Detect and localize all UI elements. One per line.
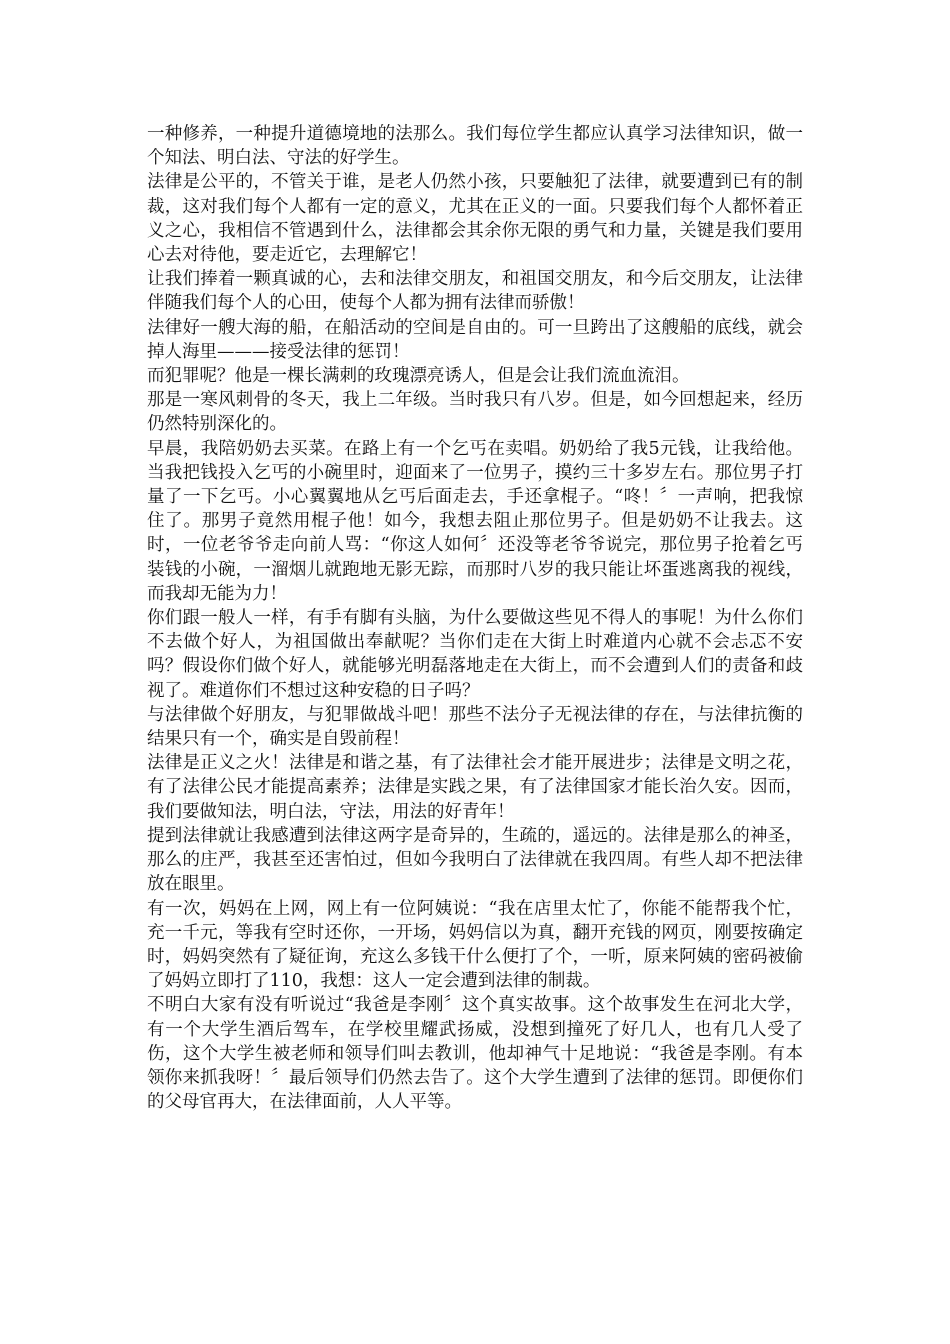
document-body [147, 122, 803, 1114]
paragraph: 不明白大家有没有听说过“我爸是李刚〞这个真实故事。这个故事发生在河北大学，有一个大学生酒后驾车，在学校里耀武扬威，没想到撞死了好几人，也有几人受了伤，这个大学生被老师和领导们叫去教训，他却神气十足地说：“我爸是李刚。有本领你来抓我呀！〞最后领导们仍然去告了。这个大学生遭到了法律的惩罚。即便你们的父母官再大，在法律面前，人人平等。 [147, 995, 803, 1113]
paragraph: 法律是正义之火！法律是和谐之基，有了法律社会才能开展进步；法律是文明之花，有了法律公民才能提高素养；法律是实践之果，有了法律国家才能长治久安。因而，我们要做知法，明白法，守法，用法的好青年！ [147, 753, 803, 822]
paragraph: 法律好一艘大海的船，在船活动的空间是自由的。可一旦跨出了这艘船的底线，就会掉人海里———接受法律的惩罚！ [147, 317, 803, 362]
paragraph: 而犯罪呢？他是一棵长满刺的玫瑰漂亮诱人，但是会让我们流血流泪。 [147, 366, 690, 387]
paragraph: 提到法律就让我感遭到法律这两字是奇异的，生疏的，遥远的。法律是那么的神圣，那么的庄严，我甚至还害怕过，但如今我明白了法律就在我四周。有些人却不把法律放在眼里。 [147, 825, 803, 895]
paragraph: 与法律做个好朋友，与犯罪做战斗吧！那些不法分子无视法律的存在，与法律抗衡的结果只有一个，确实是自毁前程！ [147, 704, 803, 750]
paragraph: 有一次，妈妈在上网，网上有一位阿姨说：“我在店里太忙了，你能不能帮我个忙，充一千元，等我有空时还你，一开场，妈妈信以为真，翻开充钱的网页，刚要按确定时，妈妈突然有了疑征询，充这么多钱干什么便打了个，一听，原来阿姨的密码被偷了妈妈立即打了110，我想：这人一定会遭到法律的制裁。 [147, 898, 803, 992]
paragraph: 法律是公平的，不管关于谁，是老人仍然小孩，只要触犯了法律，就要遭到已有的制裁，这对我们每个人都有一定的意义，尤其在正义的一面。只要我们每个人都怀着正义之心，我相信不管遇到什么，法律都会其余你无限的勇气和力量，关键是我们要用心去对待他，要走近它，去理解它！ [147, 172, 803, 266]
paragraph: 你们跟一般人一样，有手有脚有头脑，为什么要做这些见不得人的事呢！为什么你们不去做个好人，为祖国做出奉献呢？当你们走在大街上时难道内心就不会忐忑不安吗？假设你们做个好人，就能够光明磊落地走在大街上，而不会遭到人们的责备和歧视了。难道你们不想过这种安稳的日子吗？ [147, 608, 803, 701]
paragraph: 一种修养，一种提升道德境地的法那么。我们每位学生都应认真学习法律知识，做一个知法、明白法、守法的好学生。 [147, 124, 803, 169]
paragraph: 那是一寒风刺骨的冬天，我上二年级。当时我只有八岁。但是，如今回想起来，经历仍然特别深化的。 [147, 390, 803, 435]
paragraph: 早晨，我陪奶奶去买菜。在路上有一个乞丐在卖唱。奶奶给了我5元钱，让我给他。当我把钱投入乞丐的小碗里时，迎面来了一位男子，摸约三十多岁左右。那位男子打量了一下乞丐。小心翼翼地从乞丐后面走去，手还拿棍子。“咚！〞一声响，把我惊住了。那男子竟然用棍子他！如今，我想去阻止那位男子。但是奶奶不让我去。这时，一位老爷爷走向前人骂：“你这人如何〞还没等老爷爷说完，那位男子抢着乞丐装钱的小碗，一溜烟儿就跑地无影无踪，而那时八岁的我只能让坏蛋逃离我的视线，而我却无能为力！ [147, 438, 803, 604]
paragraph: 让我们捧着一颗真诚的心，去和法律交朋友，和祖国交朋友，和今后交朋友，让法律伴随我们每个人的心田，使每个人都为拥有法律而骄傲！ [147, 269, 803, 314]
